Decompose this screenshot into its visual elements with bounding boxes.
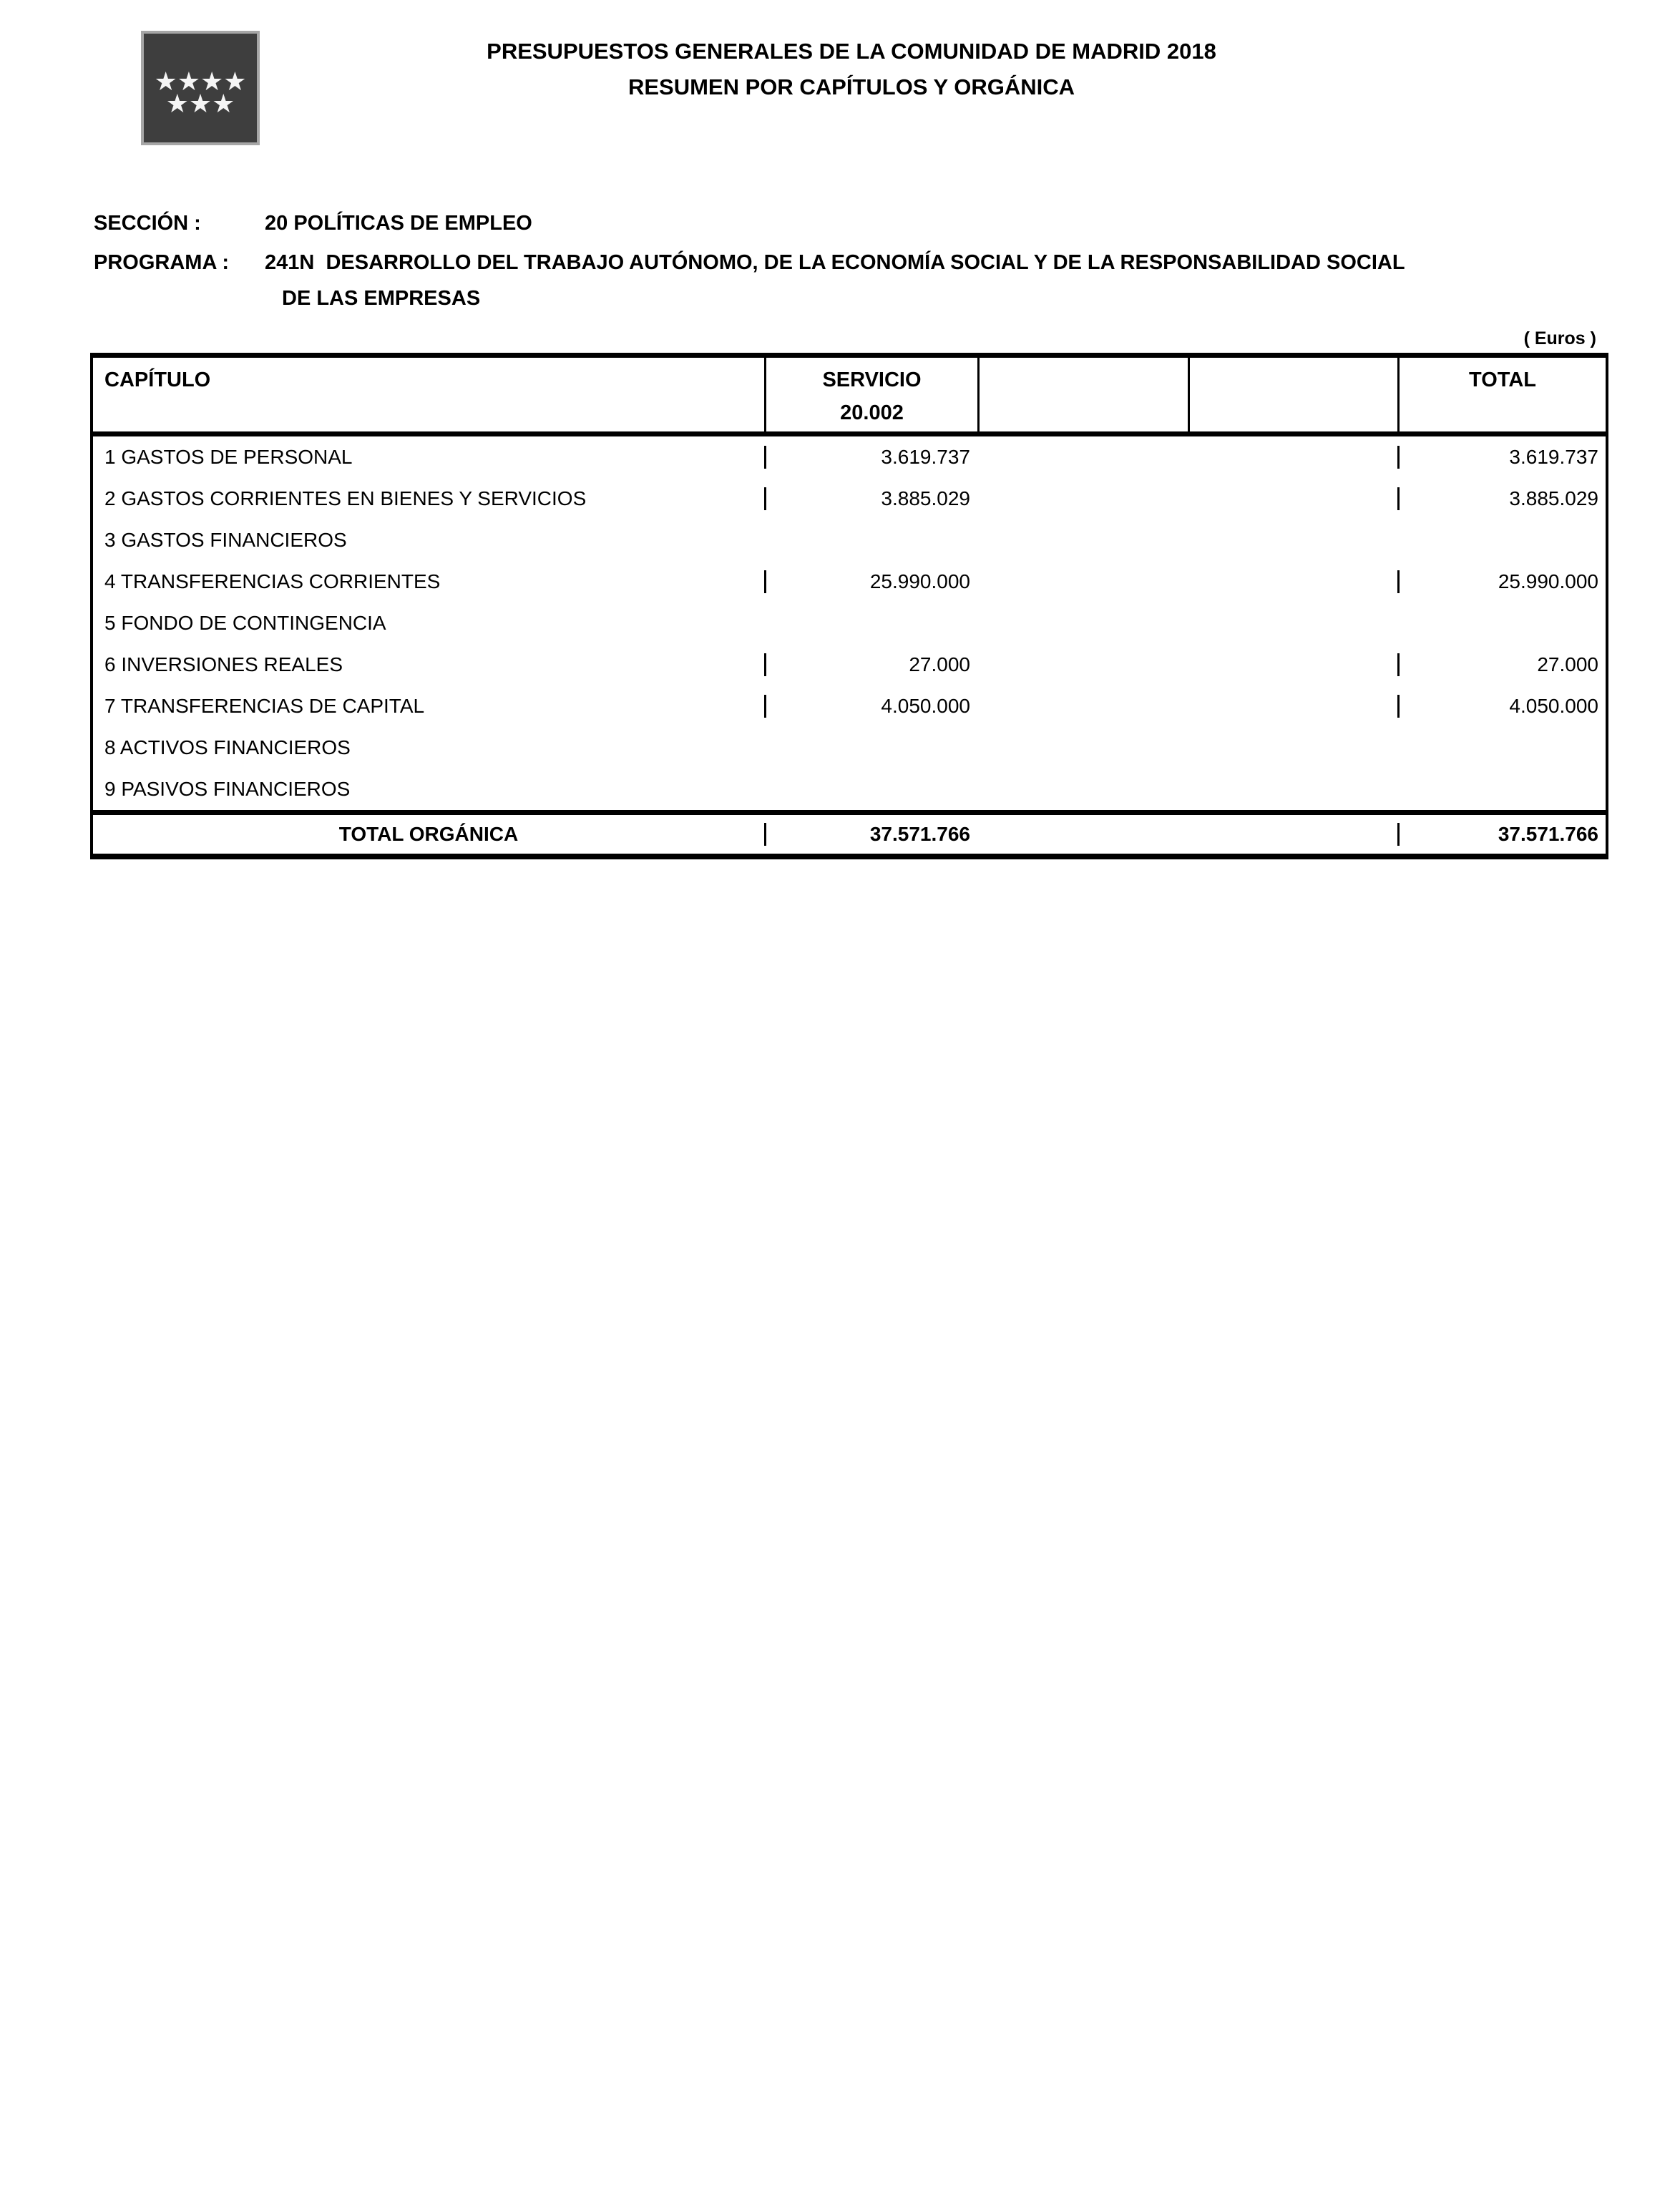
table-row (93, 727, 1606, 768)
document-header (143, 37, 1560, 102)
capitulo-cell: 8 ACTIVOS FINANCIEROS (104, 736, 351, 758)
column-header-servicio (764, 358, 977, 431)
total-total-cell: 37.571.766 (1397, 823, 1606, 846)
total-cell: 25.990.000 (1397, 570, 1606, 593)
table-row (93, 685, 1606, 727)
column-header-servicio-title: SERVICIO (822, 369, 922, 391)
document-title: PRESUPUESTOS GENERALES DE LA COMUNIDAD DE MADRID 2018 (487, 39, 1216, 64)
capitulo-cell: 9 PASIVOS FINANCIEROS (104, 778, 351, 800)
programa-value-line2: DE LAS EMPRESAS (282, 287, 481, 310)
table-row (93, 768, 1606, 810)
capitulo-cell: 7 TRANSFERENCIAS DE CAPITAL (104, 695, 425, 717)
table-total-row (93, 810, 1606, 854)
total-servicio-cell: 37.571.766 (764, 823, 977, 846)
total-cell: 27.000 (1397, 653, 1606, 676)
table-row (93, 561, 1606, 602)
document-subtitle: RESUMEN POR CAPÍTULOS Y ORGÁNICA (627, 74, 1075, 99)
capitulo-cell: 2 GASTOS CORRIENTES EN BIENES Y SERVICIOS (104, 487, 587, 509)
capitulo-cell: 3 GASTOS FINANCIEROS (104, 529, 347, 551)
capitulo-cell: 1 GASTOS DE PERSONAL (104, 446, 353, 468)
column-header-empty-2 (1188, 358, 1397, 431)
table-row (93, 602, 1606, 644)
column-header-total: TOTAL (1397, 358, 1606, 431)
table-row (93, 436, 1606, 478)
servicio-cell: 27.000 (764, 653, 977, 676)
total-cell: 3.619.737 (1397, 446, 1606, 469)
total-cell: 4.050.000 (1397, 695, 1606, 718)
table-row (93, 519, 1606, 561)
programa-label: PROGRAMA : (94, 251, 230, 274)
column-header-empty-1 (977, 358, 1188, 431)
total-cell: 3.885.029 (1397, 487, 1606, 510)
seccion-label: SECCIÓN : (94, 212, 201, 235)
capitulo-cell: 5 FONDO DE CONTINGENCIA (104, 612, 386, 634)
table-row (93, 478, 1606, 519)
servicio-cell: 25.990.000 (764, 570, 977, 593)
column-header-capitulo: CAPÍTULO (104, 369, 211, 391)
capitulo-cell: 6 INVERSIONES REALES (104, 653, 343, 675)
currency-note: ( Euros ) (1523, 328, 1596, 348)
programa-value-line1: 241N DESARROLLO DEL TRABAJO AUTÓNOMO, DE LA ECONOMÍA SOCIAL Y DE LA RESPONSABILIDAD SOCIAL (265, 251, 1405, 274)
servicio-cell: 3.619.737 (764, 446, 977, 469)
seccion-value: 20 POLÍTICAS DE EMPLEO (265, 212, 532, 235)
madrid-stars-row-bottom: ★★★ (165, 89, 235, 118)
madrid-stars-row-top: ★★★★ (154, 67, 247, 96)
servicio-cell: 3.885.029 (764, 487, 977, 510)
table-header-row (93, 358, 1606, 436)
servicio-cell: 4.050.000 (764, 695, 977, 718)
total-organica-label: TOTAL ORGÁNICA (338, 823, 519, 845)
budget-summary-table (90, 353, 1608, 859)
capitulo-cell: 4 TRANSFERENCIAS CORRIENTES (104, 570, 441, 592)
column-header-servicio-code: 20.002 (840, 401, 904, 424)
table-row (93, 644, 1606, 685)
